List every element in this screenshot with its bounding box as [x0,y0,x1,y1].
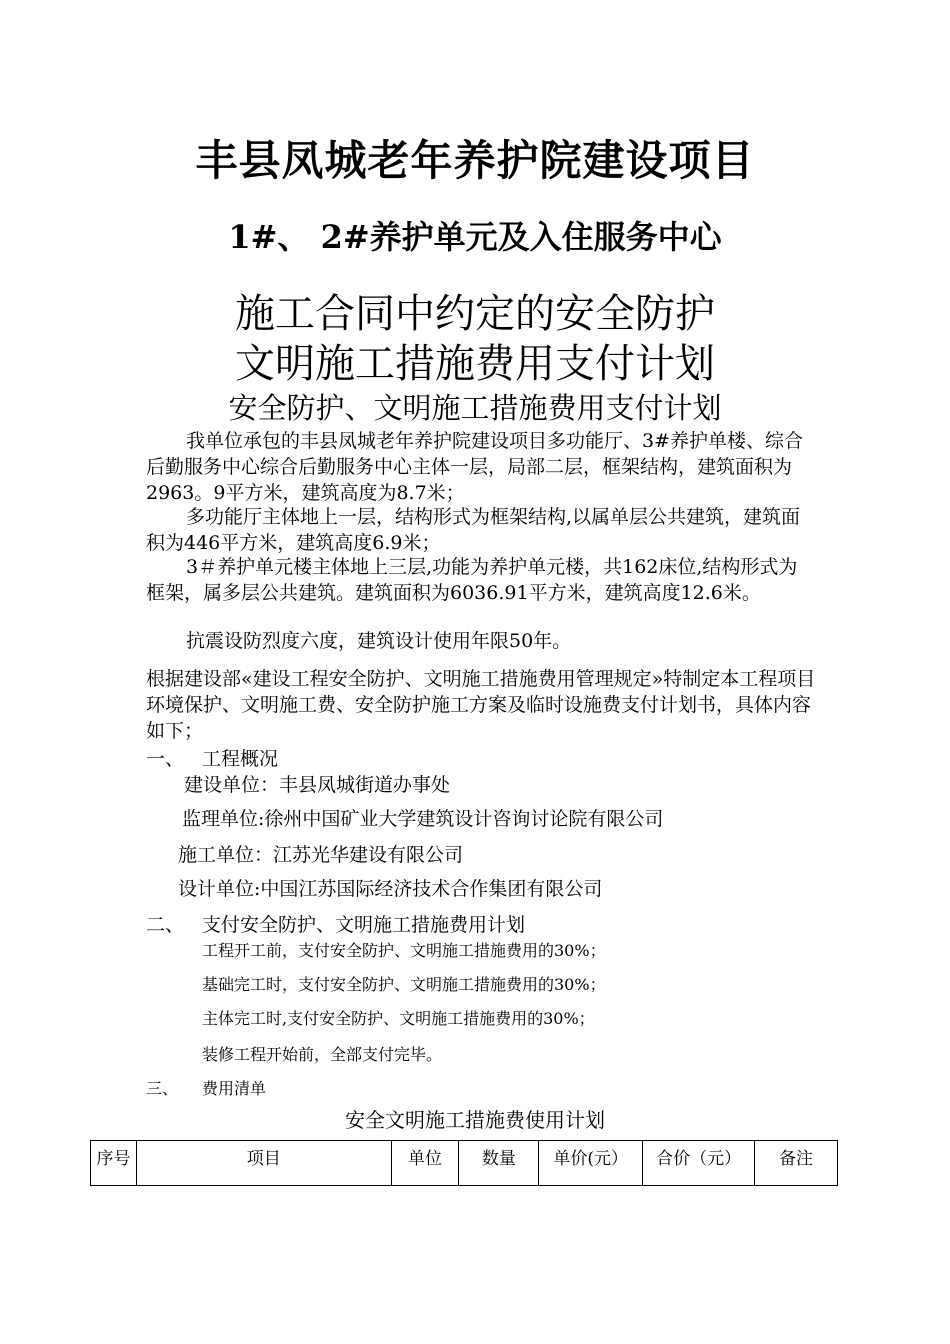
construction-unit: 施工单位：江苏光华建设有限公司 [178,844,464,866]
payment-item-2: 基础完工时，支付安全防护、文明施工措施费用的30%； [202,975,606,994]
section-1-number: 一、 [146,748,185,770]
intro-paragraph-5: 根据建设部«建设工程安全防护、文明施工措施费用管理规定»特制定本工程项目环境保护、文明施工费、安全防护施工方案及临时设施费支付计划书，具体内容如下； [146,668,816,742]
column-header-unit: 单位 [391,1141,459,1186]
document-title: 丰县凤城老年养护院建设项目 [195,136,755,185]
section-1-heading: 工程概况 [202,748,279,770]
intro-paragraph-2: 多功能厅主体地上一层，结构形式为框架结构,以属单层公共建筑，建筑面积为446平方米，建筑高度6.9米； [146,506,801,554]
document-subtitle: 1#、 2#养护单元及入住服务中心 [228,218,722,256]
plan-heading: 安全防护、文明施工措施费用支付计划 [228,391,722,425]
section-2-number: 二、 [146,914,185,936]
column-header-index: 序号 [91,1141,137,1186]
design-unit: 设计单位:中国江苏国际经济技术合作集团有限公司 [178,878,603,900]
fee-table [90,1140,838,1186]
column-header-total: 合价（元） [643,1141,755,1186]
payment-item-3: 主体完工时,支付安全防护、文明施工措施费用的30%； [202,1009,595,1028]
column-header-item: 项目 [136,1141,391,1186]
section-3-heading: 费用清单 [202,1079,267,1098]
section-2-heading: 支付安全防护、文明施工措施费用计划 [202,914,526,936]
column-header-unit-price: 单价(元） [539,1141,643,1186]
plan-title-line-1: 施工合同中约定的安全防护 [235,291,715,337]
supervision-unit: 监理单位:徐州中国矿业大学建筑设计咨询讨论院有限公司 [182,808,664,830]
client-unit: 建设单位：丰县凤城街道办事处 [184,774,451,796]
column-header-remarks: 备注 [755,1141,838,1186]
intro-paragraph-1: 我单位承包的丰县凤城老年养护院建设项目多功能厅、3#养护单楼、综合后勤服务中心综合后勤服务中心主体一层，局部二层，框架结构，建筑面积为2963。9平方米，建筑高度为8.7米； [146,430,804,504]
fee-table-header-row [91,1141,838,1186]
section-3-number: 三、 [146,1079,179,1098]
plan-title-line-2: 文明施工措施费用支付计划 [235,341,715,387]
intro-paragraph-3: 3＃养护单元楼主体地上三层,功能为养护单元楼，共162床位,结构形式为框架，属多层公共建筑。建筑面积为6036.91平方米，建筑高度12.6米。 [146,556,798,604]
fee-table-title: 安全文明施工措施费使用计划 [345,1108,605,1132]
column-header-quantity: 数量 [459,1141,539,1186]
intro-paragraph-4: 抗震设防烈度六度，建筑设计使用年限50年。 [186,630,572,652]
payment-item-4: 装修工程开始前，全部支付完毕。 [202,1045,443,1064]
payment-item-1: 工程开工前，支付安全防护、文明施工措施费用的30%； [202,941,606,960]
